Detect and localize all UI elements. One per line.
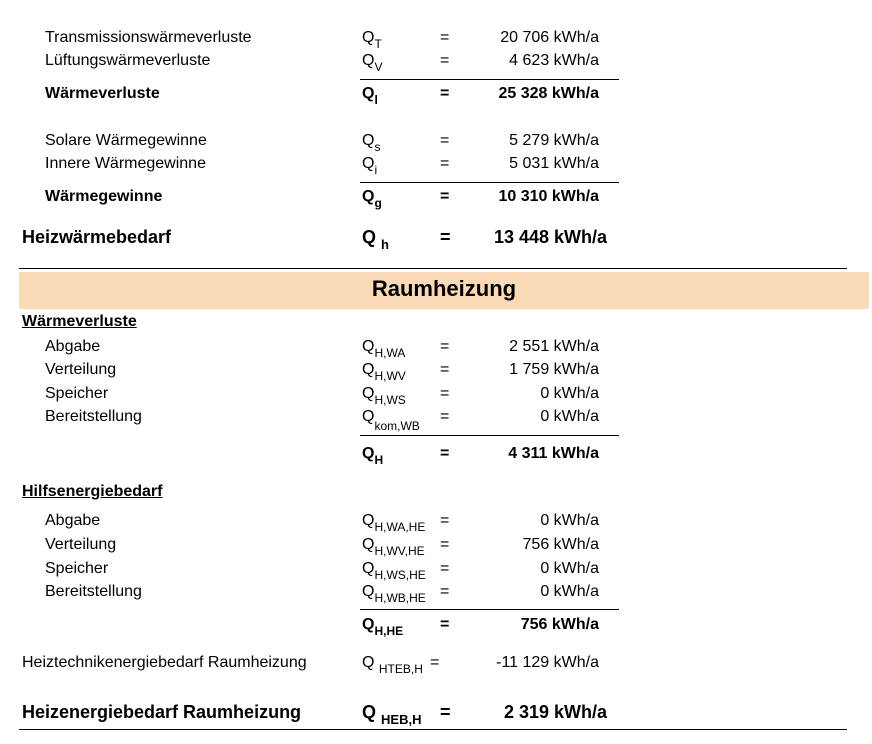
equals-sign: = <box>440 616 450 633</box>
heating-tech-energy-row <box>0 652 872 674</box>
row-value: 13 448 kWh/a <box>493 227 607 247</box>
loss-row-abgabe <box>0 336 872 358</box>
row-label: Wärmeverluste <box>45 85 160 102</box>
equals-sign: = <box>440 512 450 529</box>
row-symbol: $Q_{H,WB,HE}$ <box>362 583 426 605</box>
equals-sign: = <box>440 29 450 46</box>
row-value: 4 623 kWh/a <box>509 52 599 69</box>
row-symbol: $Q_{H,WS,HE}$ <box>362 560 426 582</box>
equals-sign: = <box>440 52 450 69</box>
equals-sign: = <box>440 385 450 402</box>
row-value: 0 kWh/a <box>540 583 599 600</box>
heat-loss-total-row <box>0 83 872 105</box>
row-label: Solare Wärmegewinne <box>45 132 207 149</box>
equals-sign: = <box>440 702 451 722</box>
loss-row-speicher <box>0 383 872 405</box>
row-label: Heizwärmebedarf <box>22 227 172 247</box>
equals-sign: = <box>440 85 450 102</box>
row-value: 4 311 kWh/a <box>508 445 599 462</box>
solar-gain-row <box>0 130 872 152</box>
row-symbol: $Q_{H,WV}$ <box>362 361 406 383</box>
bottom-divider <box>19 729 847 730</box>
row-label: Innere Wärmegewinne <box>45 155 206 172</box>
aux-total-row <box>0 614 872 636</box>
transmission-loss-row <box>0 27 872 49</box>
aux-row-speicher <box>0 558 872 580</box>
subtotal-divider <box>360 79 619 80</box>
section-title: Raumheizung <box>371 276 517 301</box>
row-label: Verteilung <box>45 536 117 553</box>
row-value: 0 kWh/a <box>540 408 599 425</box>
row-symbol: $Q_V$ <box>362 52 383 74</box>
row-symbol: $Q_H$ <box>362 445 384 467</box>
row-value: 0 kWh/a <box>540 560 599 577</box>
row-label: Abgabe <box>45 338 101 355</box>
row-label: Verteilung <box>45 361 117 378</box>
row-value: 20 706 kWh/a <box>500 29 599 46</box>
equals-sign: = <box>440 583 450 600</box>
equals-sign: = <box>440 338 450 355</box>
row-symbol: $Q_{H,WV,HE}$ <box>362 536 425 558</box>
aux-row-abgabe <box>0 510 872 532</box>
aux-row-bereitstellung <box>0 581 872 603</box>
row-label: Heiztechnikenergiebedarf Raumheizung <box>22 654 307 671</box>
row-value: 2 551 kWh/a <box>509 338 599 355</box>
row-symbol: $Q_{H,WA}$ <box>362 338 406 360</box>
equals-sign: = <box>430 654 440 671</box>
row-value: 1 759 kWh/a <box>509 361 599 378</box>
equals-sign: = <box>440 361 450 378</box>
aux-row-verteilung <box>0 534 872 556</box>
section-banner <box>19 272 869 309</box>
row-symbol: $Q_l$ <box>362 85 378 107</box>
loss-row-bereitstellung <box>0 406 872 433</box>
row-label: Bereitstellung <box>45 583 142 600</box>
heat-gain-total-row <box>0 186 872 208</box>
section-heading-auxiliary-energy: Hilfsenergiebedarf <box>22 483 163 500</box>
row-value: 0 kWh/a <box>540 512 599 529</box>
heating-energy-demand-row <box>0 700 872 727</box>
internal-gain-row <box>0 153 872 175</box>
row-label: Lüftungswärmeverluste <box>45 52 211 69</box>
row-label: Heizenergiebedarf Raumheizung <box>22 702 302 722</box>
row-value: -11 129 kWh/a <box>496 654 599 671</box>
row-value: 5 279 kWh/a <box>509 132 599 149</box>
row-symbol: Q $_{HTEB,H}$ <box>362 654 423 676</box>
row-symbol: Q $_{HEB,H}$ <box>362 702 422 727</box>
row-value: 756 kWh/a <box>522 536 599 553</box>
subtotal-divider <box>360 435 619 436</box>
row-label: Wärmegewinne <box>45 188 163 205</box>
row-value: 5 031 kWh/a <box>509 155 599 172</box>
row-symbol: $Q_{H,HE}$ <box>362 616 404 638</box>
equals-sign: = <box>440 536 450 553</box>
equals-sign: = <box>440 408 450 425</box>
row-symbol: $Q_g$ <box>362 188 382 210</box>
loss-total-row <box>0 443 872 465</box>
row-value: 0 kWh/a <box>540 385 599 402</box>
row-value: 2 319 kWh/a <box>503 702 607 722</box>
loss-row-verteilung <box>0 359 872 381</box>
row-value: 25 328 kWh/a <box>498 85 599 102</box>
row-symbol: $Q_{H,WS}$ <box>362 385 406 407</box>
row-symbol: $Q_i$ <box>362 155 378 177</box>
subtotal-divider <box>360 609 619 610</box>
equals-sign: = <box>440 155 450 172</box>
row-label: Abgabe <box>45 512 101 529</box>
equals-sign: = <box>440 560 450 577</box>
equals-sign: = <box>440 188 450 205</box>
equals-sign: = <box>440 445 450 462</box>
row-symbol: $Q_T$ <box>362 29 382 51</box>
equals-sign: = <box>440 132 450 149</box>
row-label: Transmissionswärmeverluste <box>45 29 252 46</box>
row-label: Speicher <box>45 560 109 577</box>
equals-sign: = <box>440 227 451 247</box>
row-value: 10 310 kWh/a <box>498 188 599 205</box>
section-heading-heat-losses: Wärmeverluste <box>22 313 137 330</box>
row-label: Bereitstellung <box>45 408 142 425</box>
row-symbol: $Q_{kom,WB}$ <box>362 408 420 433</box>
row-value: 756 kWh/a <box>520 616 599 633</box>
row-symbol: $Q_s$ <box>362 132 381 154</box>
row-symbol: Q $_h$ <box>362 227 389 252</box>
section-divider <box>19 268 847 269</box>
row-label: Speicher <box>45 385 109 402</box>
ventilation-loss-row <box>0 50 872 72</box>
subtotal-divider <box>360 182 619 183</box>
row-symbol: $Q_{H,WA,HE}$ <box>362 512 426 534</box>
heating-demand-row <box>0 225 872 252</box>
